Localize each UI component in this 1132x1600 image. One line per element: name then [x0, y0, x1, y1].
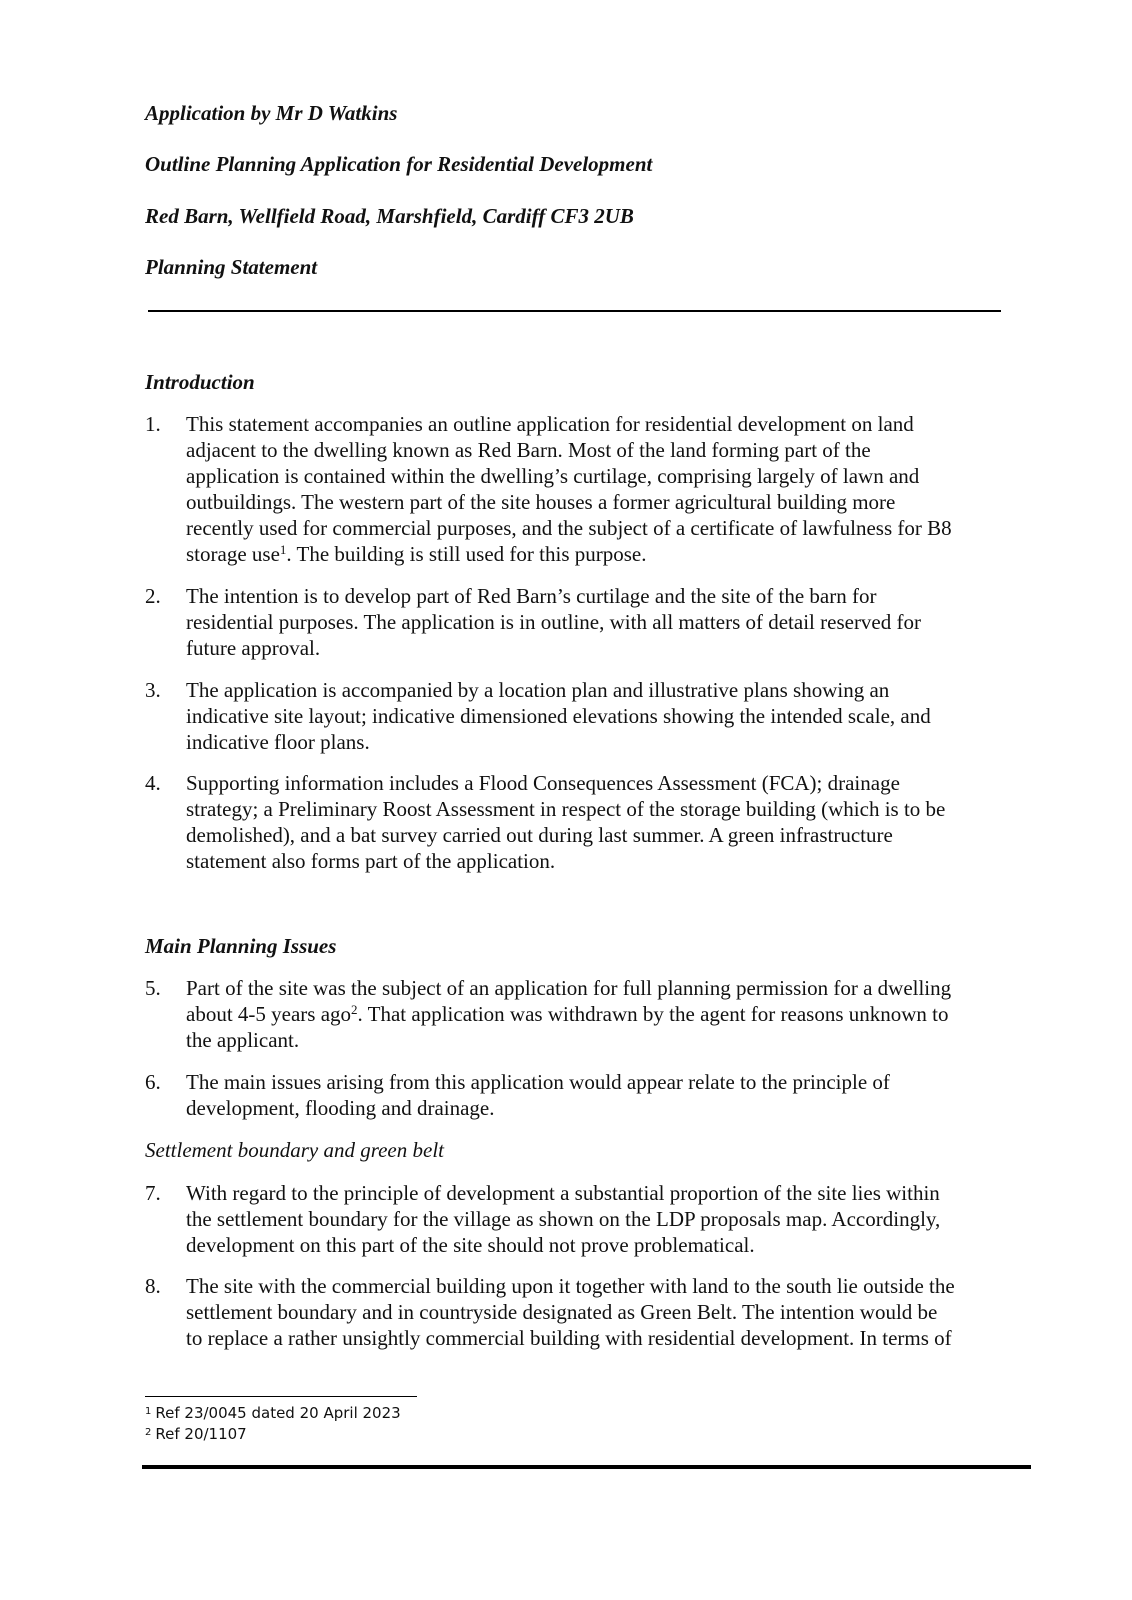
paragraph-line: to replace a rather unsightly commercial building with residential development. In terms of [186, 1326, 952, 1350]
paragraph-line: outbuildings. The western part of the site houses a former agricultural building more [186, 490, 896, 514]
address-heading: Red Barn, Wellfield Road, Marshfield, Cardiff CF3 2UB [145, 204, 634, 228]
paragraph-line: demolished), and a bat survey carried out during last summer. A green infrastructure [186, 823, 893, 847]
paragraph-line: indicative site layout; indicative dimensioned elevations showing the intended scale, and [186, 704, 931, 728]
footnote-ref-1: 1 [279, 542, 287, 557]
paragraph-number: 1. [145, 412, 161, 436]
header-divider [148, 310, 1001, 312]
paragraph-line: The site with the commercial building upon it together with land to the south lie outside the [186, 1274, 955, 1298]
footnote-ref-2: 2 [351, 1002, 358, 1017]
footnote-text: Ref 20/1107 [155, 1425, 247, 1443]
page-footer-rule [142, 1465, 1031, 1469]
paragraph-line: Part of the site was the subject of an application for full planning permission for a dwelling [186, 976, 952, 1000]
paragraph-line: indicative floor plans. [186, 730, 370, 754]
line-text: storage use [186, 542, 280, 566]
paragraph-line: application is contained within the dwelling’s curtilage, comprising largely of lawn and [186, 464, 920, 488]
paragraph-line: recently used for commercial purposes, and the subject of a certificate of lawfulness for B8 [186, 516, 952, 540]
section-heading-main-issues: Main Planning Issues [145, 934, 337, 958]
paragraph-line: statement also forms part of the application. [186, 849, 556, 873]
paragraph-line: With regard to the principle of development a substantial proportion of the site lies within [186, 1181, 940, 1205]
paragraph-line: Supporting information includes a Flood Consequences Assessment (FCA); drainage [186, 771, 900, 795]
paragraph-line: The main issues arising from this application would appear relate to the principle of [186, 1070, 890, 1094]
paragraph-line: This statement accompanies an outline application for residential development on land [186, 412, 914, 436]
footnote-number: 1 [145, 1406, 152, 1417]
subsection-heading-settlement: Settlement boundary and green belt [145, 1138, 444, 1162]
paragraph-line [186, 541, 952, 567]
paragraph-number: 5. [145, 976, 161, 1000]
paragraph-line: the settlement boundary for the village as shown on the LDP proposals map. Accordingly, [186, 1207, 941, 1231]
paragraph-line: settlement boundary and in countryside designated as Green Belt. The intention would be [186, 1300, 938, 1324]
footnote-2 [145, 1423, 401, 1444]
footnotes [145, 1402, 401, 1444]
paragraph-number: 3. [145, 678, 161, 702]
paragraph-line: future approval. [186, 636, 321, 660]
paragraph-line: The intention is to develop part of Red Barn’s curtilage and the site of the barn for [186, 584, 877, 608]
footnote-number: 2 [145, 1427, 152, 1438]
paragraph-number: 7. [145, 1181, 161, 1205]
line-text: . The building is still used for this purpose. [286, 542, 647, 566]
paragraph-number: 2. [145, 584, 161, 608]
paragraph-line: The application is accompanied by a location plan and illustrative plans showing an [186, 678, 890, 702]
paragraph-line: adjacent to the dwelling known as Red Barn. Most of the land forming part of the [186, 438, 871, 462]
document-title: Planning Statement [145, 255, 318, 279]
paragraph-number: 6. [145, 1070, 161, 1094]
footnote-text: Ref 23/0045 dated 20 April 2023 [155, 1404, 401, 1422]
paragraph-number: 8. [145, 1274, 161, 1298]
paragraph-line: development on this part of the site should not prove problematical. [186, 1233, 755, 1257]
paragraph-line [186, 1001, 951, 1027]
applicant-heading: Application by Mr D Watkins [145, 101, 398, 125]
section-heading-introduction: Introduction [145, 370, 255, 394]
paragraph-number: 4. [145, 771, 161, 795]
paragraph-line: residential purposes. The application is in outline, with all matters of detail reserved for [186, 610, 921, 634]
footnote-1 [145, 1402, 401, 1423]
line-text: about 4-5 years ago [186, 1002, 352, 1026]
line-text: . That application was withdrawn by the agent for reasons unknown to [357, 1002, 949, 1026]
application-type-heading: Outline Planning Application for Residential Development [145, 152, 653, 176]
footnote-separator [145, 1396, 417, 1397]
paragraph-line: strategy; a Preliminary Roost Assessment in respect of the storage building (which is to be [186, 797, 946, 821]
paragraph-line: development, flooding and drainage. [186, 1096, 495, 1120]
paragraph-line: the applicant. [186, 1028, 300, 1052]
